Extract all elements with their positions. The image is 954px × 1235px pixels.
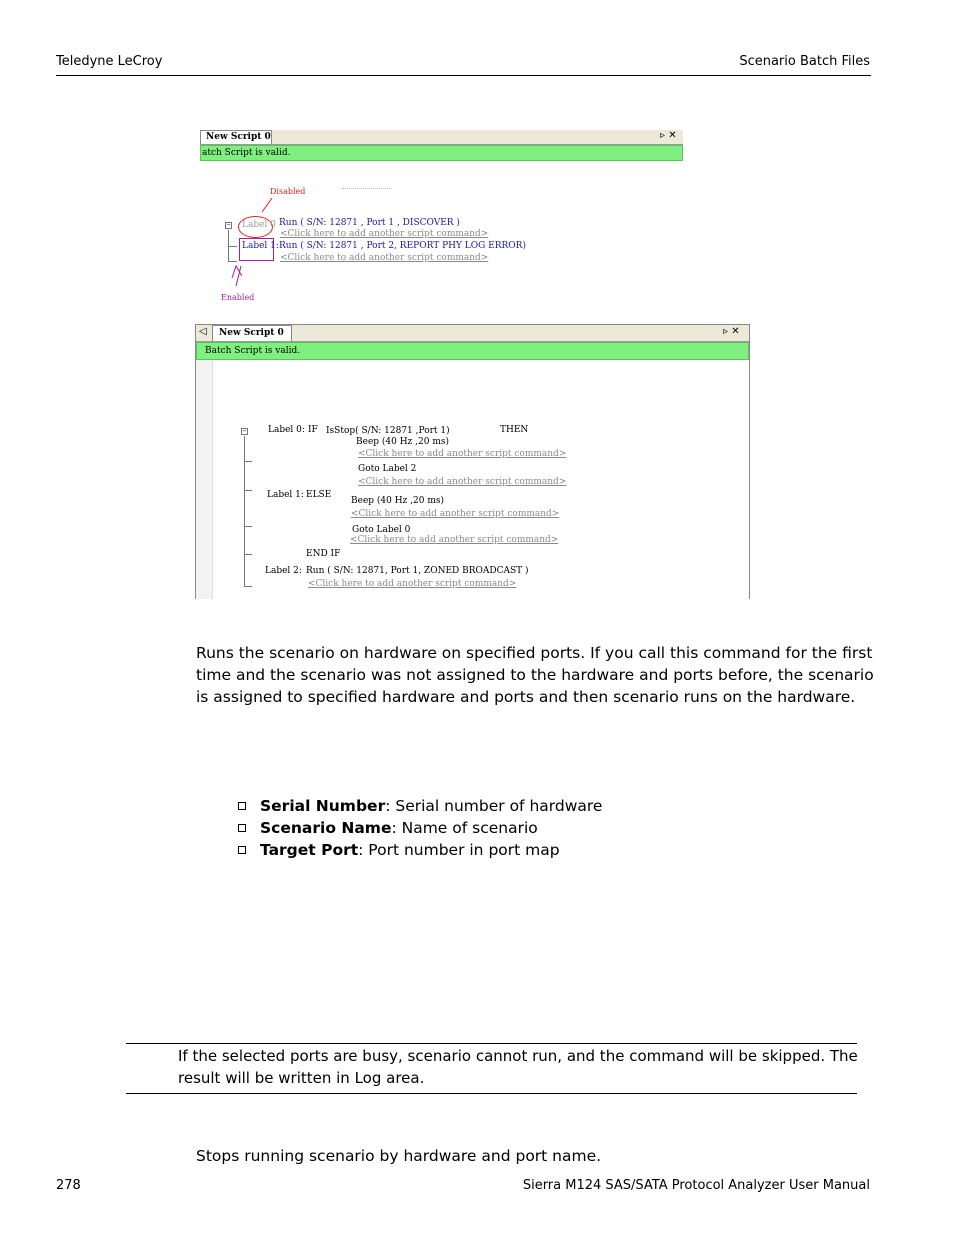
- note-text: If the selected ports are busy, scenario cannot run, and the command will be skipped. The result will be written in Log area.: [178, 1047, 858, 1087]
- add-command-link[interactable]: <Click here to add another script command>: [358, 449, 567, 459]
- list-item: [238, 817, 602, 839]
- manual-title: Sierra M124 SAS/SATA Protocol Analyzer User Manual: [522, 1178, 870, 1193]
- blank-placeholder: [342, 180, 392, 189]
- else-keyword: ELSE: [306, 490, 332, 500]
- collapse-icon[interactable]: −: [242, 427, 247, 435]
- run-description: Runs the scenario on hardware on specified ports. If you call this command for the first time and the scenario was not assigned to the hardware and ports before, the scenario is assigned to specified hardware and ports and then scenario runs on the hardware.: [196, 644, 874, 706]
- param-desc: : Name of scenario: [391, 819, 538, 837]
- add-command-link[interactable]: <Click here to add another script command>: [308, 579, 517, 589]
- goto-command[interactable]: Goto Label 2: [358, 464, 417, 474]
- list-item: [238, 839, 602, 861]
- param-desc: : Serial number of hardware: [385, 797, 603, 815]
- add-command-link[interactable]: <Click here to add another script command>: [280, 253, 489, 263]
- tree-line: [244, 436, 245, 586]
- tree-branch: [244, 586, 252, 587]
- note-bottom-rule: [126, 1093, 857, 1094]
- label-1[interactable]: Label 1:: [242, 241, 279, 251]
- page-number: 278: [56, 1178, 81, 1193]
- parameter-list: [238, 795, 602, 861]
- param-term: Serial Number: [260, 797, 386, 815]
- stop-description: Stops running scenario by hardware and port name.: [196, 1147, 602, 1165]
- isstop-condition[interactable]: IsStop( S/N: 12871 ,Port 1): [326, 426, 450, 436]
- beep-command[interactable]: Beep (40 Hz ,20 ms): [356, 437, 450, 447]
- command-row-0[interactable]: [279, 218, 460, 228]
- scroll-left-icon[interactable]: ◁: [199, 326, 207, 337]
- tree-branch: [244, 461, 252, 462]
- command-row-1[interactable]: [279, 241, 526, 251]
- then-keyword: THEN: [500, 425, 529, 435]
- label-0[interactable]: Label 0:: [268, 425, 305, 435]
- close-paren: ): [522, 241, 526, 251]
- collapse-icon[interactable]: −: [226, 221, 231, 229]
- editor-gutter: [196, 360, 213, 599]
- tab-bar: [200, 130, 683, 145]
- validation-bar: Batch Script is valid.: [196, 342, 749, 360]
- checkbox-bullet-icon: [238, 824, 246, 832]
- validation-bar: atch Script is valid.: [200, 145, 683, 161]
- tab-controls[interactable]: ▹ ✕: [660, 130, 677, 141]
- checkbox-bullet-icon: [238, 846, 246, 854]
- label-2[interactable]: Label 2:: [265, 566, 302, 576]
- close-paren: ): [456, 218, 460, 228]
- goto-command[interactable]: Goto Label 0: [352, 525, 411, 535]
- add-command-link[interactable]: <Click here to add another script command>: [351, 509, 560, 519]
- list-item: [238, 795, 602, 817]
- tree-branch: [228, 246, 237, 247]
- if-keyword: IF: [308, 425, 318, 435]
- tree-branch: [228, 261, 237, 262]
- add-command-link[interactable]: <Click here to add another script command>: [358, 477, 567, 487]
- label-1[interactable]: Label 1:: [267, 490, 304, 500]
- endif-keyword: END IF: [306, 549, 341, 559]
- annotation-enabled: Enabled: [221, 293, 255, 302]
- port-param[interactable]: Port 1 , DISCOVER: [366, 218, 457, 228]
- tree-branch: [244, 526, 252, 527]
- tab-new-script[interactable]: New Script 0: [212, 325, 292, 341]
- param-desc: : Port number in port map: [358, 841, 560, 859]
- run-command[interactable]: Run ( S/N: 12871, Port 1, ZONED BROADCAST ): [306, 566, 529, 576]
- tab-controls[interactable]: ▹ ✕: [723, 326, 740, 337]
- figure-1: [0, 0, 954, 310]
- add-command-link[interactable]: <Click here to add another script command>: [350, 535, 559, 545]
- run-command: Run ( S/N: 12871 ,: [279, 218, 367, 228]
- port-param[interactable]: Port 2, REPORT PHY LOG ERROR: [366, 241, 523, 251]
- figure-2: [195, 324, 750, 599]
- tree-branch: [244, 490, 252, 491]
- note-top-rule: [126, 1043, 857, 1044]
- add-command-link[interactable]: <Click here to add another script command>: [280, 229, 489, 239]
- beep-command[interactable]: Beep (40 Hz ,20 ms): [351, 496, 445, 506]
- checkbox-bullet-icon: [238, 802, 246, 810]
- param-term: Scenario Name: [260, 819, 392, 837]
- param-term: Target Port: [260, 841, 359, 859]
- tree-branch: [244, 554, 252, 555]
- tab-new-script[interactable]: New Script 0: [200, 130, 272, 144]
- run-command: Run ( S/N: 12871 ,: [279, 241, 367, 251]
- annotation-disabled: Disabled: [270, 187, 306, 196]
- label-0[interactable]: Label 0: [242, 220, 276, 230]
- header-right: Scenario Batch Files: [739, 54, 870, 69]
- header-left: Teledyne LeCroy: [56, 54, 163, 69]
